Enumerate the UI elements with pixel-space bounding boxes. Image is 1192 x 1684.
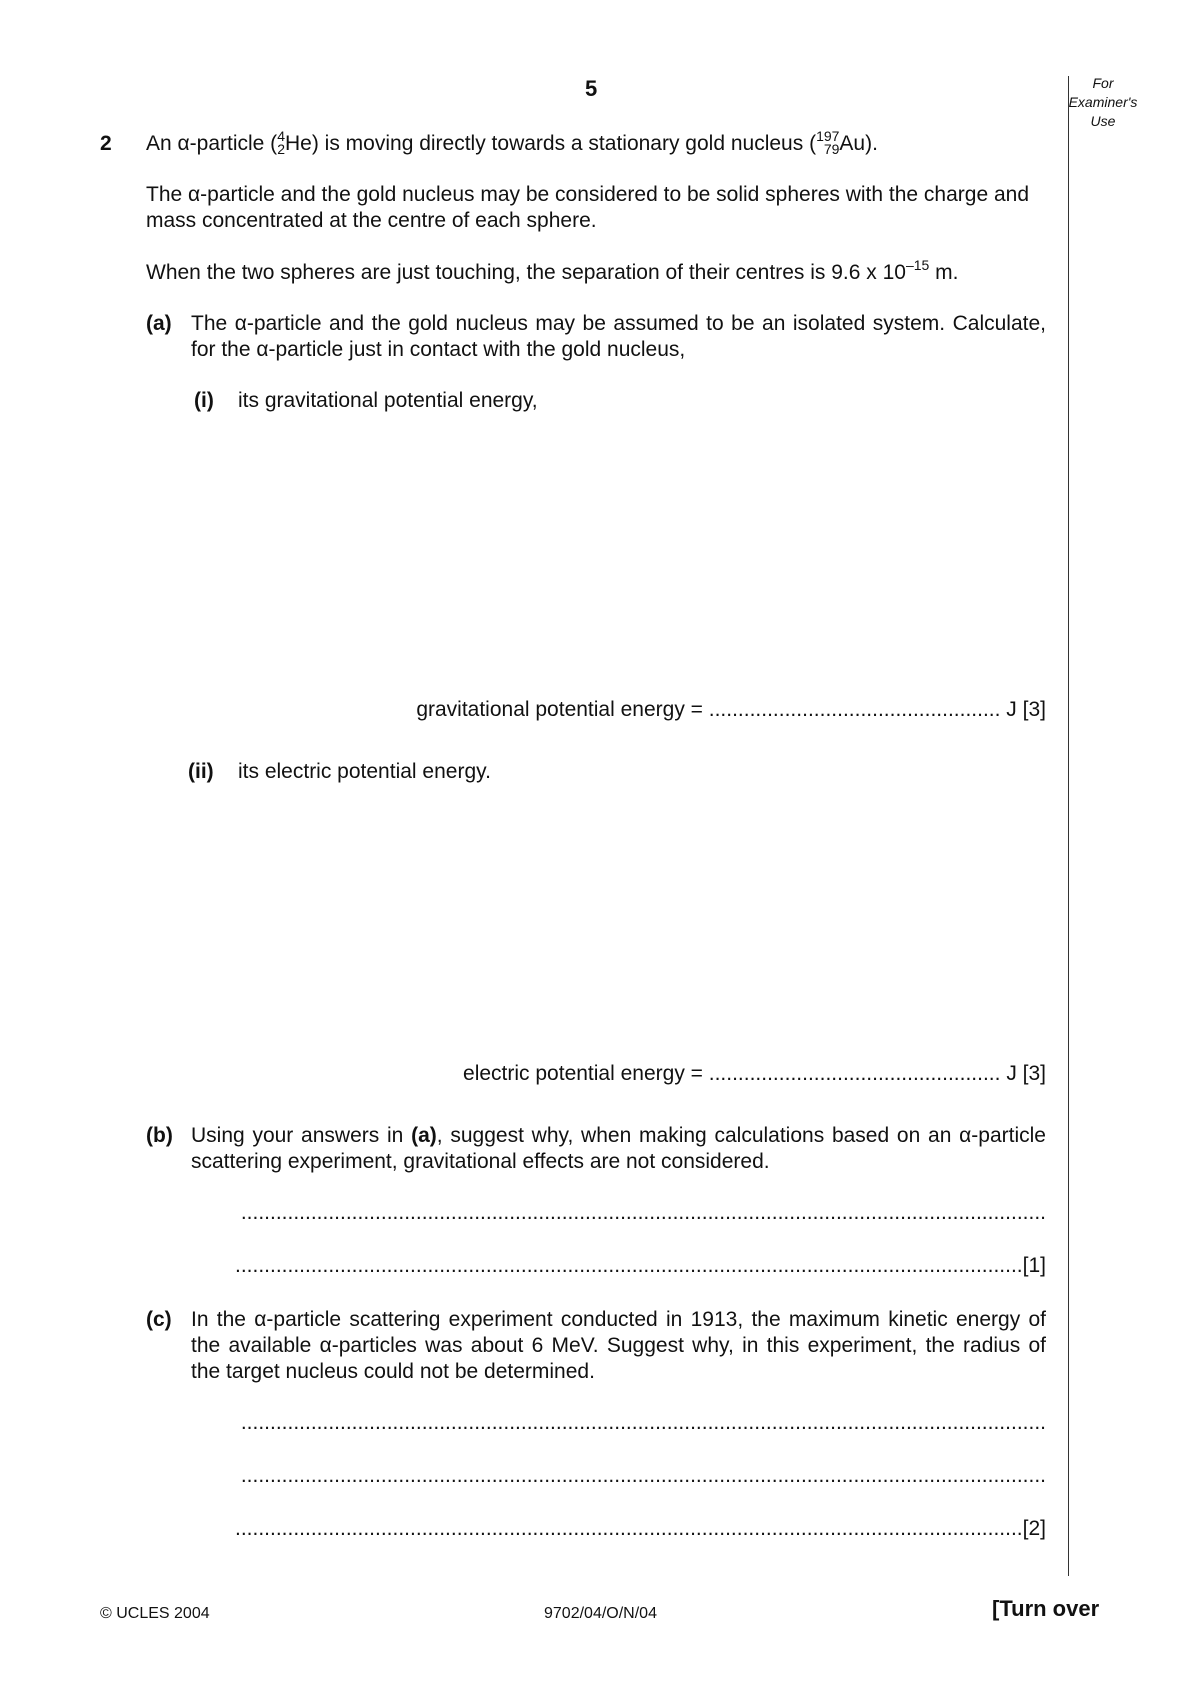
separation-unit: m.: [929, 261, 959, 284]
examiner-margin-rule: [1068, 76, 1069, 1576]
helium-mass-number: 4: [277, 128, 285, 145]
intro-text: ) is moving directly towards a stationary gold nucleus (: [311, 132, 817, 155]
part-b-label: (b): [146, 1124, 173, 1147]
intro-text: An α-particle (: [146, 132, 278, 155]
part-a-i-text: its gravitational potential energy,: [238, 389, 538, 412]
part-a-i-label: (i): [194, 389, 214, 412]
helium-nuclide: [277, 130, 285, 156]
paper-code: 9702/04/O/N/04: [544, 1605, 657, 1622]
helium-atomic-number: 2: [277, 141, 285, 158]
question-paragraph-2: The α-particle and the gold nucleus may be considered to be solid spheres with the charge and mass concentrated at the centre of each sphere.: [146, 183, 1030, 232]
part-b-answer-line-1[interactable]: ..........................................................................................................................................: [240, 1201, 1046, 1224]
question-intro: [146, 128, 1046, 158]
helium-symbol: He: [284, 132, 312, 155]
gold-mass-number: 197: [816, 128, 840, 145]
examiner-use-label: [1058, 74, 1148, 131]
gold-nuclide: [816, 130, 839, 156]
gold-symbol: Au: [839, 132, 866, 155]
exponent: –15: [905, 257, 930, 273]
part-c-answer-line-3[interactable]: .......................................................................................................................................[2]: [234, 1517, 1046, 1540]
part-a-ii-text: its electric potential energy.: [238, 760, 491, 783]
intro-text: ).: [865, 132, 878, 155]
question-paragraph-3: [146, 257, 1046, 286]
part-b-text-start: Using your answers in: [191, 1124, 412, 1147]
part-c-label: (c): [146, 1308, 172, 1331]
copyright: © UCLES 2004: [100, 1605, 210, 1622]
page-number: 5: [585, 76, 598, 101]
electric-pe-answer-line[interactable]: electric potential energy = .................................................. J [3]: [463, 1062, 1046, 1085]
part-c-answer-line-1[interactable]: ..........................................................................................................................................: [240, 1411, 1046, 1434]
part-b-text: [191, 1123, 1046, 1175]
part-b-reference: (a): [411, 1124, 437, 1147]
separation-text: When the two spheres are just touching, the separation of their centres is 9.6 x 10: [146, 261, 906, 284]
part-c-answer-line-2[interactable]: ..........................................................................................................................................: [240, 1464, 1046, 1487]
examiner-label-line: Examiner's: [1068, 94, 1138, 110]
part-c-text: In the α-particle scattering experiment conducted in 1913, the maximum kinetic energy of the available α-particles was about 6 MeV. Suggest why, in this experiment, the radius of the target nucleus could not be determined.: [191, 1308, 1046, 1383]
examiner-label-line: For: [1092, 75, 1114, 91]
part-a-label: (a): [146, 312, 172, 335]
part-b-answer-line-2[interactable]: .......................................................................................................................................[1]: [234, 1254, 1046, 1277]
gravitational-pe-answer-line[interactable]: gravitational potential energy = .................................................. J [3]: [416, 698, 1046, 721]
turn-over: [Turn over: [992, 1596, 1100, 1621]
part-a-ii-label: (ii): [188, 760, 214, 783]
part-b-text-end: , suggest why, when making calculations based on an α-particle scattering experiment, gravitational effects are not considered.: [191, 1124, 1046, 1173]
part-a-text: The α-particle and the gold nucleus may be assumed to be an isolated system. Calculate, for the α-particle just in contact with the gold nucleus,: [191, 312, 1046, 361]
gold-atomic-number: 79: [823, 141, 840, 158]
examiner-label-line: Use: [1090, 113, 1116, 129]
question-number: 2: [100, 132, 112, 155]
